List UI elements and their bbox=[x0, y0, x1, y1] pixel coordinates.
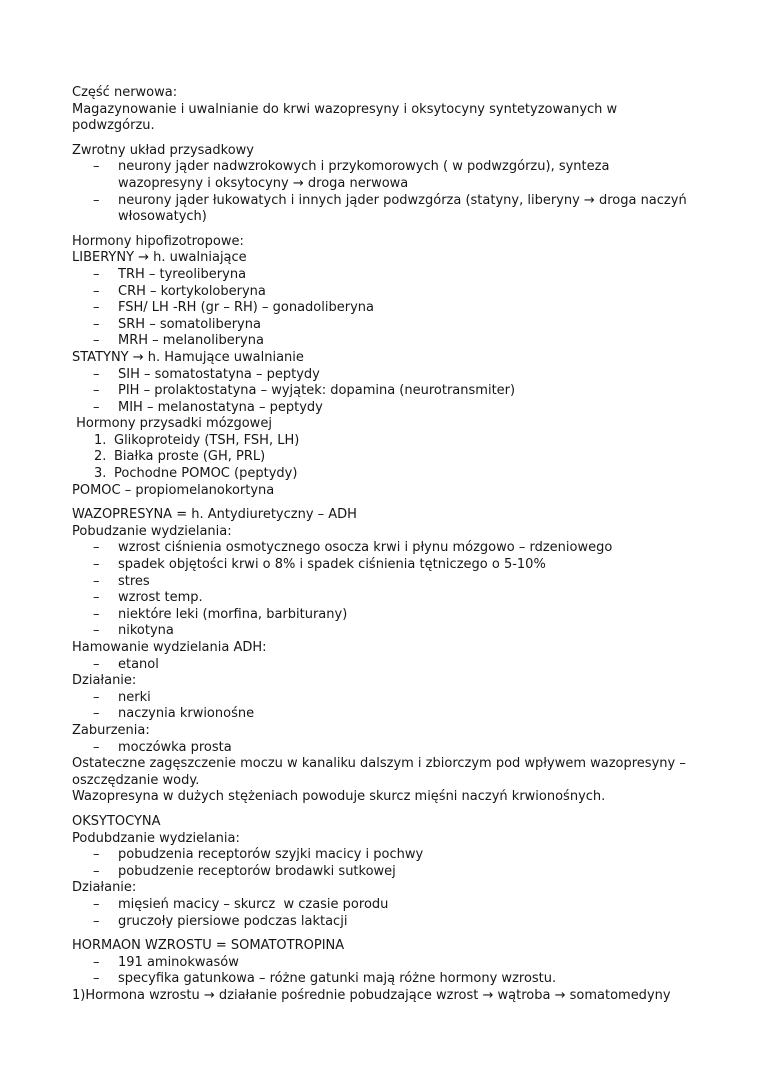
bullet-item bbox=[72, 383, 692, 400]
bullet-item-text: etanol bbox=[118, 656, 159, 672]
bullet-item-text: SRH – somatoliberyna bbox=[118, 316, 261, 332]
bullet-item bbox=[72, 897, 692, 914]
paragraph-line: Ostateczne zagęszczenie moczu w kanaliku dalszym i zbiorczym pod wpływem wazopresyny – bbox=[72, 756, 686, 772]
bullet-continuation-line: wazopresyny i oksytocyny → droga nerwowa bbox=[118, 175, 409, 191]
dash-bullet-icon: – bbox=[93, 656, 100, 672]
paragraph-line: POMOC – propiomelanokortyna bbox=[72, 482, 275, 498]
bullet-item-text: 191 aminokwasów bbox=[118, 954, 239, 970]
dash-bullet-icon: – bbox=[93, 300, 100, 316]
paragraph-line: HORMAON WZROSTU = SOMATOTROPINA bbox=[72, 938, 345, 954]
bullet-item bbox=[72, 333, 692, 350]
bullet-item bbox=[72, 193, 692, 210]
bullet-item bbox=[72, 706, 692, 723]
bullet-item-text: TRH – tyreoliberyna bbox=[118, 266, 247, 282]
dash-bullet-icon: – bbox=[93, 689, 100, 705]
numbered-item-text: Glikoproteidy (TSH, FSH, LH) bbox=[114, 432, 300, 448]
bullet-item bbox=[72, 540, 692, 557]
paragraph-line: Wazopresyna w dużych stężeniach powoduje skurcz mięśni naczyń krwionośnych. bbox=[72, 789, 606, 805]
blank-line bbox=[72, 135, 692, 143]
blank-line bbox=[72, 930, 692, 938]
bullet-item bbox=[72, 914, 692, 931]
bullet-item-text: PIH – prolaktostatyna – wyjątek: dopamina (neurotransmiter) bbox=[118, 383, 516, 399]
paragraph-line: Pobudzanie wydzielania: bbox=[72, 523, 232, 539]
paragraph-line: oszczędzanie wody. bbox=[72, 772, 200, 788]
dash-bullet-icon: – bbox=[93, 913, 100, 929]
bullet-item bbox=[72, 300, 692, 317]
dash-bullet-icon: – bbox=[93, 863, 100, 879]
dash-bullet-icon: – bbox=[93, 383, 100, 399]
dash-bullet-icon: – bbox=[93, 590, 100, 606]
bullet-item bbox=[72, 574, 692, 591]
numbered-item bbox=[72, 433, 692, 450]
bullet-item bbox=[72, 159, 692, 176]
dash-bullet-icon: – bbox=[93, 540, 100, 556]
dash-bullet-icon: – bbox=[93, 192, 100, 208]
bullet-item bbox=[72, 367, 692, 384]
dash-bullet-icon: – bbox=[93, 971, 100, 987]
bullet-item bbox=[72, 971, 692, 988]
numbered-item-text: Białka proste (GH, PRL) bbox=[114, 449, 266, 465]
bullet-item-text: nikotyna bbox=[118, 623, 174, 639]
paragraph-line: 1)Hormona wzrostu → działanie pośrednie pobudzające wzrost → wątroba → somatomedyny bbox=[72, 987, 671, 1003]
bullet-item bbox=[72, 557, 692, 574]
numbered-item-text: Pochodne POMOC (peptydy) bbox=[114, 466, 298, 482]
paragraph-line: LIBERYNY → h. uwalniające bbox=[72, 250, 247, 266]
bullet-item-text: gruczoły piersiowe podczas laktacji bbox=[118, 913, 348, 929]
bullet-item-text: spadek objętości krwi o 8% i spadek ciśnienia tętniczego o 5-10% bbox=[118, 557, 546, 573]
numbered-item-marker: 2. bbox=[94, 449, 107, 465]
bullet-item bbox=[72, 267, 692, 284]
dash-bullet-icon: – bbox=[93, 896, 100, 912]
dash-bullet-icon: – bbox=[93, 739, 100, 755]
dash-bullet-icon: – bbox=[93, 706, 100, 722]
dash-bullet-icon: – bbox=[93, 847, 100, 863]
paragraph-line: Zaburzenia: bbox=[72, 722, 150, 738]
paragraph-line: Część nerwowa: bbox=[72, 85, 178, 100]
bullet-item-text: FSH/ LH -RH (gr – RH) – gonadoliberyna bbox=[118, 300, 374, 316]
bullet-item-text: mięsień macicy – skurcz w czasie porodu bbox=[118, 896, 389, 912]
dash-bullet-icon: – bbox=[93, 283, 100, 299]
numbered-item-marker: 1. bbox=[94, 432, 107, 448]
bullet-item-text: wzrost ciśnienia osmotycznego osocza krwi i płynu mózgowo – rdzeniowego bbox=[118, 540, 613, 556]
dash-bullet-icon: – bbox=[93, 316, 100, 332]
bullet-item bbox=[72, 847, 692, 864]
bullet-item bbox=[72, 400, 692, 417]
bullet-item-text: specyfika gatunkowa – różne gatunki mają różne hormony wzrostu. bbox=[118, 971, 557, 987]
document-text bbox=[72, 85, 692, 1004]
dash-bullet-icon: – bbox=[93, 623, 100, 639]
paragraph-line: Działanie: bbox=[72, 673, 137, 689]
bullet-item bbox=[72, 607, 692, 624]
paragraph-line: Magazynowanie i uwalnianie do krwi wazopresyny i oksytocyny syntetyzowanych w bbox=[72, 101, 618, 117]
paragraph-line: Hormony przysadki mózgowej bbox=[72, 416, 272, 432]
numbered-item bbox=[72, 466, 692, 483]
numbered-item bbox=[72, 449, 692, 466]
dash-bullet-icon: – bbox=[93, 159, 100, 175]
dash-bullet-icon: – bbox=[93, 606, 100, 622]
blank-line bbox=[72, 226, 692, 234]
paragraph-line: WAZOPRESYNA = h. Antydiuretyczny – ADH bbox=[72, 507, 357, 523]
bullet-item bbox=[72, 317, 692, 334]
bullet-item-text: naczynia krwionośne bbox=[118, 706, 255, 722]
paragraph-line: Podubdzanie wydzielania: bbox=[72, 830, 240, 846]
bullet-item bbox=[72, 740, 692, 757]
bullet-item bbox=[72, 590, 692, 607]
paragraph-line: podwzgórzu. bbox=[72, 118, 155, 134]
bullet-item-text: CRH – kortykoloberyna bbox=[118, 283, 266, 299]
bullet-item-text: pobudzenia receptorów szyjki macicy i pochwy bbox=[118, 847, 424, 863]
bullet-item bbox=[72, 284, 692, 301]
paragraph-line: STATYNY → h. Hamujące uwalnianie bbox=[72, 349, 304, 365]
bullet-item-text: moczówka prosta bbox=[118, 739, 232, 755]
dash-bullet-icon: – bbox=[93, 333, 100, 349]
dash-bullet-icon: – bbox=[93, 557, 100, 573]
dash-bullet-icon: – bbox=[93, 954, 100, 970]
paragraph-line: Zwrotny układ przysadkowy bbox=[72, 142, 254, 158]
dash-bullet-icon: – bbox=[93, 399, 100, 415]
bullet-item-text: nerki bbox=[118, 689, 151, 705]
numbered-item-marker: 3. bbox=[94, 466, 107, 482]
bullet-item bbox=[72, 623, 692, 640]
paragraph-line: Hormony hipofizotropowe: bbox=[72, 233, 244, 249]
bullet-item bbox=[72, 657, 692, 674]
bullet-item-text: neurony jąder łukowatych i innych jąder podwzgórza (statyny, liberyny → droga naczyń bbox=[118, 192, 687, 208]
paragraph-line: OKSYTOCYNA bbox=[72, 813, 161, 829]
blank-line bbox=[72, 806, 692, 814]
bullet-item-text: neurony jąder nadwzrokowych i przykomorowych ( w podwzgórzu), synteza bbox=[118, 159, 610, 175]
blank-line bbox=[72, 499, 692, 507]
paragraph-line: Działanie: bbox=[72, 880, 137, 896]
bullet-item bbox=[72, 690, 692, 707]
bullet-item-text: SIH – somatostatyna – peptydy bbox=[118, 366, 320, 382]
dash-bullet-icon: – bbox=[93, 366, 100, 382]
bullet-item-text: stres bbox=[118, 573, 150, 589]
bullet-item bbox=[72, 864, 692, 881]
dash-bullet-icon: – bbox=[93, 573, 100, 589]
bullet-continuation-line: włosowatych) bbox=[118, 209, 207, 225]
bullet-item-text: MIH – melanostatyna – peptydy bbox=[118, 399, 323, 415]
dash-bullet-icon: – bbox=[93, 266, 100, 282]
bullet-item-text: niektóre leki (morfina, barbiturany) bbox=[118, 606, 348, 622]
paragraph-line: Hamowanie wydzielania ADH: bbox=[72, 640, 267, 655]
bullet-item-text: wzrost temp. bbox=[118, 590, 203, 606]
bullet-item-text: MRH – melanoliberyna bbox=[118, 333, 264, 349]
bullet-item bbox=[72, 955, 692, 972]
bullet-item-text: pobudzenie receptorów brodawki sutkowej bbox=[118, 863, 396, 879]
